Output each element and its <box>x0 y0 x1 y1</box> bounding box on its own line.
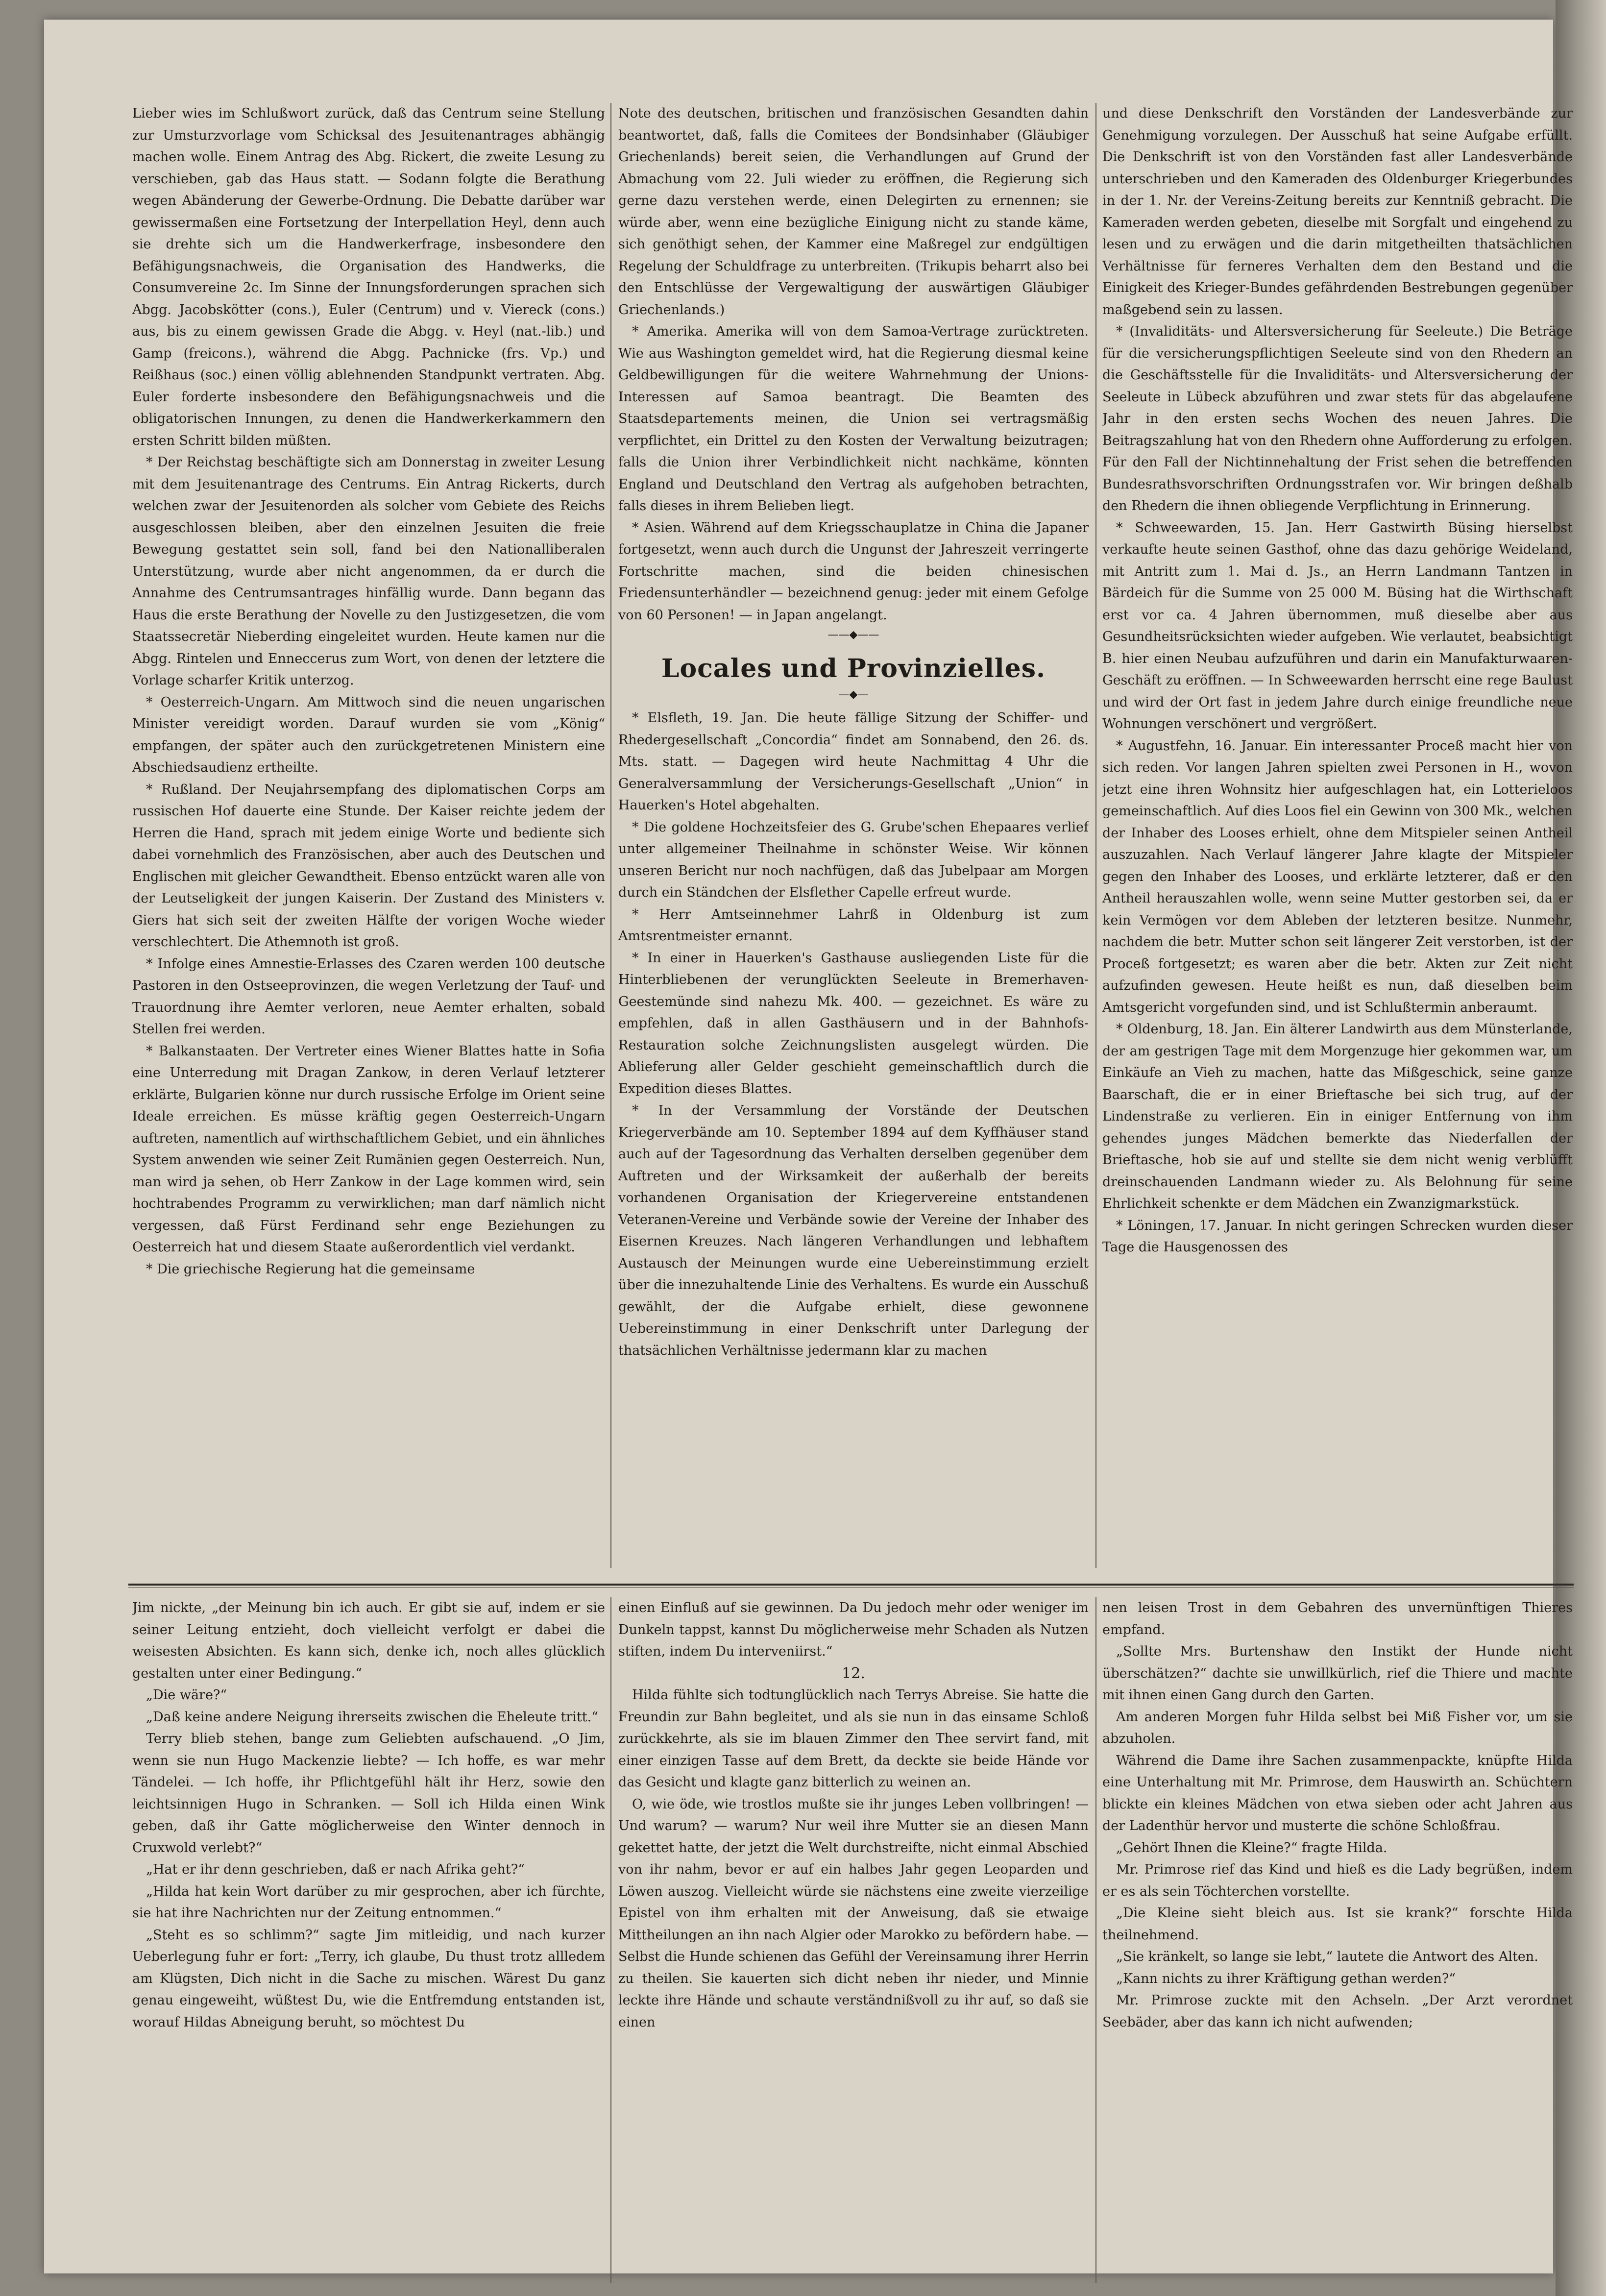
ornament-divider: ——◆—— <box>827 629 879 641</box>
paragraph: Terry blieb stehen, bange zum Geliebten aufschauend. „O Jim, wenn sie nun Hugo Mackenzie liebte? — Ich hoffe, es war mehr Tändelei. — Ich hoffe, ihr Pflichtgefühl hält ihr Herz, sowie den leichtsinnigen Hugo in Schranken. — Soll ich Hilda einen Wink geben, daß ihr Gatte möglicherweise den Winter dennoch in Cruxwold verlebt?“ <box>132 1731 605 1856</box>
section-title: Locales und Provinzielles. <box>661 654 1046 684</box>
paragraph: * Die goldene Hochzeitsfeier des G. Grube'schen Ehepaares verlief unter allgemeiner Theilnahme in schönster Weise. Wir können unseren Bericht nur noch nachfügen, daß das Jubelpaar am Morgen durch ein Ständchen der Elsflether Capelle erfreut wurde. <box>618 819 1089 900</box>
paragraph: * Löningen, 17. Januar. In nicht geringen Schrecken wurden dieser Tage die Hausgenossen des <box>1102 1218 1573 1255</box>
paragraph: * Die griechische Regierung hat die gemeinsame <box>146 1261 475 1277</box>
column-2-story <box>618 1597 1089 2283</box>
paragraph: * Rußland. Der Neujahrsempfang des diplomatischen Corps am russischen Hof dauerte eine Stunde. Der Kaiser reichte jedem der Herren die Hand, sprach mit jedem einige Worte und bediente sich dabei vornehmlich des Französischen, aber auch des Deutschen und Englischen mit gleicher Gewandtheit. Ebenso entzückt waren alle von der Leutseligkeit der jungen Kaiserin. Der Zustand des Ministers v. Giers hat sich seit der zweiten Hälfte der vorigen Woche wieder verschlechtert. Die Athemnoth ist groß. <box>132 782 605 950</box>
paragraph: und diese Denkschrift den Vorständen der Landesverbände zur Genehmigung vorzulegen. Der Ausschuß hat seine Aufgabe erfüllt. Die Denkschrift ist von den Vorständen fast aller Landesverbände unterschrieben und den Kameraden des Oldenburger Kriegerbundes in der 1. Nr. der Vereins-Zeitung bereits zur Kenntniß gebracht. Die Kameraden werden gebeten, dieselbe mit Sorgfalt und eingehend zu lesen und zu erwägen und die darin mitgetheilten thatsächlichen Verhältnisse für ferneres Verhalten dem den Bestand und die Einigkeit des Krieger-Bundes gefährdenden Bestrebungen gegenüber maßgebend sein zu lassen. <box>1102 106 1573 318</box>
paragraph: „Daß keine andere Neigung ihrerseits zwischen die Eheleute tritt.“ <box>146 1709 598 1725</box>
column-divider <box>1095 1597 1096 2283</box>
column-divider <box>610 1597 611 2283</box>
paragraph: * Schweewarden, 15. Jan. Herr Gastwirth Büsing hierselbst verkaufte heute seinen Gasthof, ohne das dazu gehörige Weideland, mit Antritt zum 1. Mai d. Js., an Herrn Landmann Tantzen in Bärdeich für die Summe von 25 000 M. Büsing hat die Wirthschaft erst vor ca. 4 Jahren übernommen, muß dieselbe aber aus Gesundheitsrücksichten wieder aufgeben. Wie verlautet, beabsichtigt B. hier einen Neubau aufzuführen und darin ein Manufakturwaaren-Geschäft zu eröffnen. — In Schweewarden herrscht eine rege Baulust und wird der Ort fast in jedem Jahre durch einige freundliche neue Wohnungen verschönert und vergrößert. <box>1102 520 1573 732</box>
column-1-news <box>132 103 605 1568</box>
paragraph: „Die wäre?“ <box>146 1687 227 1703</box>
paragraph: nen leisen Trost in dem Gebahren des unvernünftigen Thieres empfand. <box>1102 1600 1573 1637</box>
paragraph: * Herr Amtseinnehmer Lahrß in Oldenburg ist zum Amtsrentmeister ernannt. <box>618 906 1089 944</box>
paragraph: Hilda fühlte sich todtunglücklich nach Terrys Abreise. Sie hatte die Freundin zur Bahn begleitet, und als sie nun in das einsame Schloß zurückkehrte, als sie im blauen Zimmer den Thee servirt fand, mit einer einzigen Tasse auf dem Brett, da deckte sie beide Hände vor das Gesicht und klagte ganz bitterlich zu weinen an. <box>618 1687 1089 1790</box>
paragraph: „Steht es so schlimm?“ sagte Jim mitleidig, und nach kurzer Ueberlegung fuhr er fort: „Terry, ich glaube, Du thust trotz allledem am Klügsten, Dich nicht in die Sache zu mischen. Wärest Du ganz genau eingeweiht, wüßtest Du, wie die Entfremdung entstanden ist, worauf Hildas Abneigung beruht, so möchtest Du <box>132 1927 605 2030</box>
column-2-news <box>618 103 1089 1568</box>
paragraph: Mr. Primrose rief das Kind und hieß es die Lady begrüßen, indem er es als sein Töchterchen vorstellte. <box>1102 1862 1573 1899</box>
paragraph: „Kann nichts zu ihrer Kräftigung gethan werden?“ <box>1116 1971 1456 1986</box>
paragraph: * Amerika. Amerika will von dem Samoa-Vertrage zurücktreten. Wie aus Washington gemeldet wird, hat die Regierung diesmal keine Geldbewilligungen für die weitere Wahrnehmung der Unions-Interessen auf Samoa beantragt. Die Beamten des Staatsdepartements meinen, die Union sei vertragsmäßig verpflichtet, ein Drittel zu den Kosten der Verwaltung beizutragen; falls die Union ihrer Verbindlichkeit nicht nachkäme, könnten England und Deutschland den Vertrag als aufgehoben betrachten, falls dieses in ihrem Belieben liegt. <box>618 324 1089 513</box>
feuilleton-separator <box>128 1584 1574 1586</box>
paragraph: Mr. Primrose zuckte mit den Achseln. „Der Arzt verordnet Seebäder, aber das kann ich nicht aufwenden; <box>1102 1993 1573 2030</box>
column-divider <box>610 103 611 1568</box>
paragraph: Am anderen Morgen fuhr Hilda selbst bei Miß Fisher vor, um sie abzuholen. <box>1102 1709 1573 1746</box>
paragraph: Lieber wies im Schlußwort zurück, daß das Centrum seine Stellung zur Umsturzvorlage vom Schicksal des Jesuitenantrages abhängig machen wolle. Einem Antrag des Abg. Rickert, die zweite Lesung zu verschieben, gab das Haus statt. — Sodann folgte die Berathung wegen Abänderung der Gewerbe-Ordnung. Die Debatte darüber war gewissermaßen eine Fortsetzung der Interpellation Heyl, denn auch sie drehte sich um die Handwerkerfrage, insbesondere den Befähigungsnachweis, die Organisation des Handwerks, die Consumvereine 2c. Im Sinne der Innungsforderungen sprachen sich Abgg. Jacobskötter (cons.), Euler (Centrum) und v. Viereck (cons.) aus, bis zu einem gewissen Grade die Abgg. v. Heyl (nat.-lib.) und Gamp (freicons.), während die Abgg. Pachnicke (frs. Vp.) und Reißhaus (soc.) einen völlig ablehnenden Standpunkt vertraten. Abg. Euler forderte insbesondere den Befähigungsnachweis und die obligatorischen Innungen, zu denen die Handwerkerkammern den ersten Schritt bilden müßten. <box>132 106 605 448</box>
paragraph: „Hat er ihr denn geschrieben, daß er nach Afrika geht?“ <box>146 1862 525 1877</box>
paragraph: „Hilda hat kein Wort darüber zu mir gesprochen, aber ich fürchte, sie hat ihre Nachrichten nur der Zeitung entnommen.“ <box>132 1883 605 1921</box>
column-divider <box>1095 103 1096 1568</box>
paragraph: * (Invaliditäts- und Altersversicherung für Seeleute.) Die Beträge für die versicherungspflichtigen Seeleute sind von den Rhedern an die Geschäftsstelle für die Invaliditäts- und Altersversicherung der Seeleute in Lübeck abzuführen und zwar stets für das abgelaufene Jahr in den ersten sechs Wochen des neuen Jahres. Die Beitragszahlung hat von den Rhedern ohne Aufforderung zu erfolgen. Für den Fall der Nichtinnehaltung der Frist sehen die betreffenden Bundesrathsvorschriften Ordnungsstrafen vor. Wir bringen deßhalb den Rhedern die ihnen obliegende Verpflichtung in Erinnerung. <box>1102 324 1573 513</box>
paragraph: „Gehört Ihnen die Kleine?“ fragte Hilda. <box>1116 1840 1387 1856</box>
paragraph: * Der Reichstag beschäftigte sich am Donnerstag in zweiter Lesung mit dem Jesuitenantrage des Centrums. Ein Antrag Rickerts, durch welchen zwar der Jesuitenorden als solcher vom Gebiete des Reichs ausgeschlossen bleiben, aber den einzelnen Jesuiten die freie Bewegung gestattet sein soll, fand bei den Nationalliberalen Unterstützung, wurde aber nicht angenommen, da er durch die Annahme des Centrumsantrages hinfällig wurde. Dann begann das Haus die erste Berathung der Novelle zu den Justizgesetzen, die vom Staatssecretär Nieberding eingeleitet wurden. Heute kamen nur die Abgg. Rintelen und Enneccerus zum Wort, von denen der letztere die Vorlage scharfer Kritik unterzog. <box>132 455 605 688</box>
column-3-news <box>1102 103 1573 1568</box>
paragraph: „Sollte Mrs. Burtenshaw den Instikt der Hunde nicht überschätzen?“ dachte sie unwillkürlich, rief die Thiere und machte mit ihnen einen Gang durch den Garten. <box>1102 1644 1573 1703</box>
paragraph: * Elsfleth, 19. Jan. Die heute fällige Sitzung der Schiffer- und Rhedergesellschaft „Concordia“ findet am Sonnabend, den 26. ds. Mts. statt. — Dagegen wird heute Nachmittag 4 Uhr die Generalversammlung der Versicherungs-Gesellschaft „Union“ in Hauerken's Hotel abgehalten. <box>618 710 1089 813</box>
paragraph: * Oldenburg, 18. Jan. Ein älterer Landwirth aus dem Münsterlande, der am gestrigen Tage mit dem Morgenzuge hier gekommen war, um Einkäufe an Vieh zu machen, hatte das Mißgeschick, seine ganze Baarschaft, die er in einer Brieftasche bei sich trug, auf der Lindenstraße zu verlieren. Ein in einiger Entfernung von ihm gehendes junges Mädchen bemerkte das Niederfallen der Brieftasche, hob sie auf und stellte sie dem nicht wenig verblüfft dreinschauenden Landmann wieder zu. Als Belohnung für seine Ehrlichkeit schenkte er dem Mädchen ein Zwanzigmarkstück. <box>1102 1022 1573 1211</box>
paragraph: * In der Versammlung der Vorstände der Deutschen Kriegerverbände am 10. September 1894 auf dem Kyffhäuser stand auch auf der Tagesordnung das Verhalten derselben gegenüber dem Auftreten und der Wirksamkeit der außerhalb der bereits vorhandenen Organisation der Kriegervereine entstandenen Veteranen-Vereine und Verbände sowie der Vereine der Inhaber des Eisernen Kreuzes. Nach längeren Verhandlungen und lebhaftem Austausch der Meinungen wurde eine Uebereinstimmung erzielt über die innezuhaltende Linie des Verhaltens. Es wurde ein Ausschuß gewählt, der die Aufgabe erhielt, diese gewonnene Uebereinstimmung in einer Denkschrift unter Darlegung der thatsächlichen Verhältnisse jedermann klar zu machen <box>618 1103 1089 1358</box>
paragraph: * Augustfehn, 16. Januar. Ein interessanter Proceß macht hier von sich reden. Vor langen Jahren spielten zwei Personen in H., wovon jetzt eine ihren Wohnsitz hier aufgeschlagen hat, ein Lotterieloos gemeinschaftlich. Auf dies Loos fiel ein Gewinn von 300 Mk., welchen der Inhaber des Looses erhielt, ohne dem Mitspieler seinen Antheil auszuzahlen. Nach Verlauf längerer Jahre klagte der Mitspieler gegen den Inhaber des Looses, und erklärte letzterer, daß er den Antheil herauszahlen wolle, wenn seine Mutter gestorben sei, da er kein Vermögen vor dem Ableben der letzteren besitze. Nunmehr, nachdem die betr. Mutter schon seit längerer Zeit verstorben, ist der Proceß fortgesetzt; es waren aber die betr. Akten zur Zeit nicht aufzufinden gewesen. Heute heißt es nun, daß dieselben beim Amtsgericht vorgefunden sind, und ist Schlußtermin anberaumt. <box>1102 738 1573 1015</box>
paragraph: O, wie öde, wie trostlos mußte sie ihr junges Leben vollbringen! — Und warum? — warum? Nur weil ihre Mutter sie an diesen Mann gekettet hatte, der jetzt die Welt durchstreifte, nicht einmal Abschied von ihr nahm, bevor er auf ein halbes Jahr gegen Leoparden und Löwen auszog. Vielleicht würde sie nächstens eine zweite vierzeilige Epistel von ihm erhalten mit der Anweisung, daß sie etwaige Mittheilungen an ihn nach Algier oder Marokko zu befördern habe. — Selbst die Hunde schienen das Gefühl der Vereinsamung ihrer Herrin zu theilen. Sie kauerten sich dicht neben ihr nieder, und Minnie leckte ihre Hände und schaute verständnißvoll zu ihr auf, so daß sie einen <box>618 1796 1089 2030</box>
column-3-story <box>1102 1597 1573 2283</box>
ornament-divider: —◆— <box>838 688 869 701</box>
paragraph: * Balkanstaaten. Der Vertreter eines Wiener Blattes hatte in Sofia eine Unterredung mit Dragan Zankow, in deren Verlauf letzterer erklärte, Bulgarien könne nur durch russische Erfolge im Orient seine Ideale erreichen. Es müsse kräftig gegen Oesterreich-Ungarn auftreten, namentlich auf wirthschaftlichem Gebiet, und ein ähnliches System anwenden wie seiner Zeit Rumänien gegen Oesterreich. Nun, man wird ja sehen, ob Herr Zankow in der Lage kommen wird, sein hochtrabendes Programm zu verwirklichen; man darf nämlich nicht vergessen, daß Fürst Ferdinand sehr enge Beziehungen zu Oesterreich hat und diesem Staate außerordentlich viel verdankt. <box>132 1043 605 1255</box>
paragraph: Während die Dame ihre Sachen zusammenpackte, knüpfte Hilda eine Unterhaltung mit Mr. Primrose, dem Hauswirth an. Schüchtern blickte ein kleines Mädchen von etwa sieben oder acht Jahren aus der Ladenthür hervor und musterte die schöne Schloßfrau. <box>1102 1753 1573 1833</box>
paragraph: „Sie kränkelt, so lange sie lebt,“ lautete die Antwort des Alten. <box>1116 1949 1538 1964</box>
column-1-story <box>132 1597 605 2283</box>
paragraph: * Oesterreich-Ungarn. Am Mittwoch sind die neuen ungarischen Minister vereidigt worden. Darauf wurden sie vom „König“ empfangen, der später auch den zurückgetretenen Ministern eine Abschiedsaudienz ertheilte. <box>132 694 605 775</box>
paragraph: Jim nickte, „der Meinung bin ich auch. Er gibt sie auf, indem er sie seiner Leitung entzieht, doch vielleicht verfolgt er dabei die weisesten Absichten. Es kann sich, denke ich, noch alles glücklich gestalten unter einer Bedingung.“ <box>132 1600 605 1681</box>
paragraph: * Asien. Während auf dem Kriegsschauplatze in China die Japaner fortgesetzt, wenn auch durch die Ungunst der Jahreszeit verringerte Fortschritte machen, sind die beiden chinesischen Friedensunterhändler — bezeichnend genug: jeder mit einem Gefolge von 60 Personen! — in Japan angelangt. <box>618 520 1089 623</box>
paragraph: einen Einfluß auf sie gewinnen. Da Du jedoch mehr oder weniger im Dunkeln tappst, kannst Du möglicherweise mehr Schaden als Nutzen stiften, indem Du interveniirst.“ <box>618 1600 1089 1659</box>
paragraph: * Infolge eines Amnestie-Erlasses des Czaren werden 100 deutsche Pastoren in den Ostseeprovinzen, die wegen Verletzung der Tauf- und Trauordnung ihre Aemter verloren, neue Aemter erhalten, sobald Stellen frei werden. <box>132 956 605 1037</box>
chapter-number: 12. <box>842 1664 865 1682</box>
paragraph: „Die Kleine sieht bleich aus. Ist sie krank?“ forschte Hilda theilnehmend. <box>1102 1905 1573 1943</box>
paragraph: * In einer in Hauerken's Gasthause ausliegenden Liste für die Hinterbliebenen der verunglückten Seeleute in Bremerhaven-Geestemünde sind nahezu Mk. 400. — gezeichnet. Es wäre zu empfehlen, daß in allen Gasthäusern und in der Bahnhofs-Restauration solche Zeichnungslisten ausgelegt würden. Die Ablieferung aller Gelder geschieht gemeinschaftlich durch die Expedition dieses Blattes. <box>618 950 1089 1097</box>
paragraph: Note des deutschen, britischen und französischen Gesandten dahin beantwortet, daß, falls die Comitees der Bondsinhaber (Gläubiger Griechenlands) bereit seien, die Verhandlungen auf Grund der Abmachung vom 22. Juli wieder zu eröffnen, die Regierung sich gerne dazu verstehen werde, einen Delegirten zu ernennen; sie würde aber, wenn eine bezügliche Einigung nicht zu stande käme, sich genöthigt sehen, der Kammer eine Maßregel zur endgültigen Regelung der Schuldfrage zu unterbreiten. (Trikupis beharrt also bei den Entschlüsse der Vergewaltigung der auswärtigen Gläubiger Griechenlands.) <box>618 106 1089 318</box>
